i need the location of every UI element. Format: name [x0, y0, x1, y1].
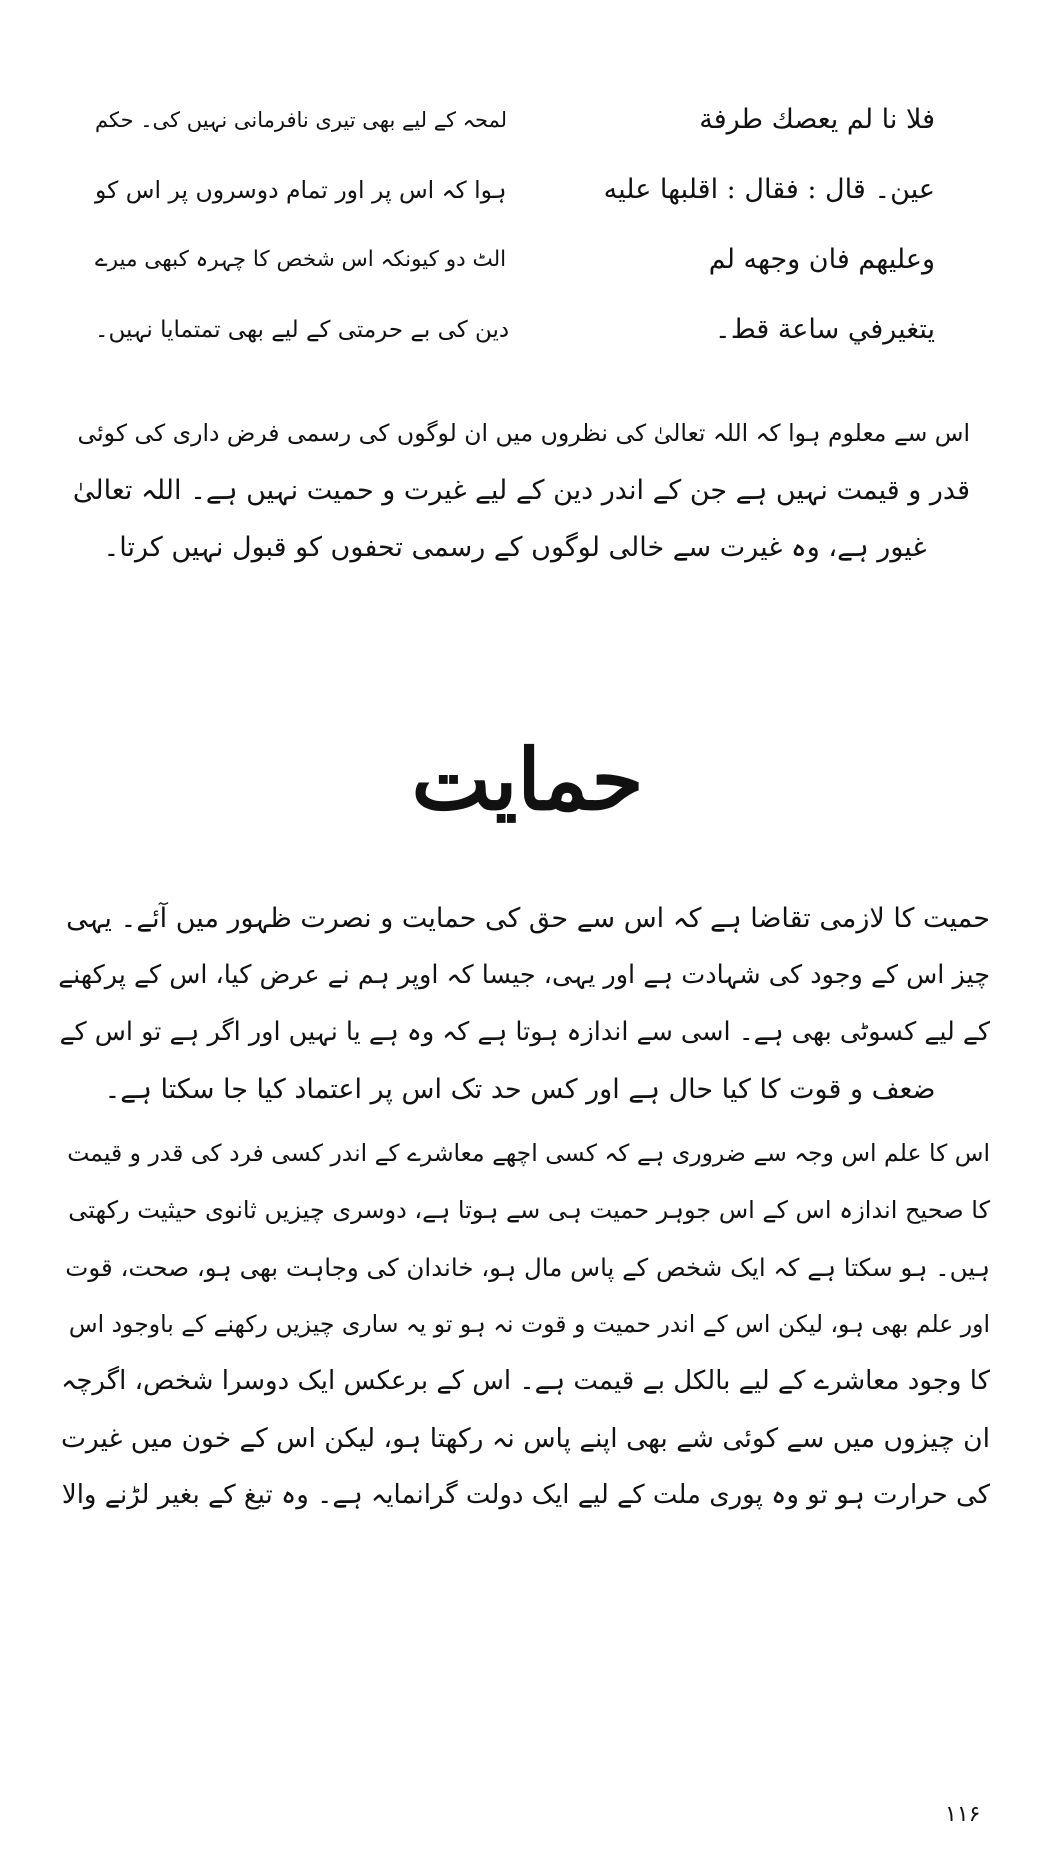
urdu-translation-line: دین کی بے حرمتی کے لیے بھی تمتمایا نہیں۔ [95, 317, 510, 343]
quote-row [95, 230, 935, 290]
paragraph-line: قدر و قیمت نہیں ہے جن کے اندر دین کے لیے غیرت و حمیت نہیں ہے۔ اللہ تعالیٰ [72, 475, 970, 506]
quote-row [95, 90, 935, 150]
urdu-translation-line: ہوا کہ اس پر اور تمام دوسروں پر اس کو [95, 176, 507, 204]
urdu-translation-line: لمحہ کے لیے بھی تیری نافرمانی نہیں کی۔ حکم [95, 108, 508, 132]
paragraph-1 [50, 890, 990, 1118]
arabic-quote-line: عين۔ قال : فقال : اقلبها عليه [603, 174, 935, 205]
section-heading: حمایت [411, 730, 644, 829]
paragraph-line: اس سے معلوم ہوا کہ اللہ تعالیٰ کی نظروں میں ان لوگوں کی رسمی فرض داری کی کوئی [77, 419, 970, 447]
paragraph-2 [50, 1125, 990, 1524]
paragraph-line: ان چیزوں میں سے کوئی شے بھی اپنے پاس نہ رکھتا ہو، لیکن اس کے خون میں غیرت [60, 1423, 990, 1454]
paragraph-line: کی حرارت ہو تو وہ پوری ملت کے لیے ایک دولت گرانمایہ ہے۔ وہ تیغ کے بغیر لڑنے والا [61, 1480, 990, 1510]
paragraph-line: غیور ہے، وہ غیرت سے خالی لوگوں کے رسمی تحفوں کو قبول نہیں کرتا۔ [103, 532, 927, 563]
paragraph-line: کا صحیح اندازہ اس کے اس جوہر حمیت ہی سے ہوتا ہے، دوسری چیزیں ثانوی حیثیت رکھتی [68, 1196, 990, 1224]
arabic-quote-line: يتغيرفي ساعة قط۔ [714, 314, 935, 345]
paragraph-line: اس کا علم اس وجہ سے ضروری ہے کہ کسی اچھے معاشرے کے اندر کسی فرد کی قدر و قیمت [67, 1139, 990, 1167]
quote-row [95, 160, 935, 220]
paragraph-line: ہیں۔ ہو سکتا ہے کہ ایک شخص کے پاس مال ہو، خاندان کی وجاہت بھی ہو، صحت، قوت [65, 1253, 990, 1282]
quote-block [95, 90, 935, 410]
paragraph-line: کے لیے کسوٹی بھی ہے۔ اسی سے اندازہ ہوتا ہے کہ وہ ہے یا نہیں اور اگر ہے تو اس کے [59, 1017, 990, 1047]
quote-row [95, 300, 935, 360]
urdu-translation-line: الٹ دو کیونکہ اس شخص کا چہرہ کبھی میرے [95, 247, 507, 272]
paragraph-line: اور علم بھی ہو، لیکن اس کے اندر حمیت و قوت نہ ہو تو یہ ساری چیزیں رکھنے کے باوجود اس [68, 1310, 990, 1338]
paragraph-line: ضعف و قوت کا کیا حال ہے اور کس حد تک اس پر اعتماد کیا جا سکتا ہے۔ [104, 1074, 936, 1105]
page-number: ۱۱۶ [945, 1802, 981, 1827]
arabic-quote-line: فلا نا لم يعصك طرفة [699, 104, 935, 135]
paragraph-line: حمیت کا لازمی تقاضا ہے کہ اس سے حق کی حمایت و نصرت ظہور میں آئے۔ یہی [66, 903, 990, 934]
arabic-quote-line: وعليهم فان وجهه لم [708, 244, 935, 275]
paragraph-line: کا وجود معاشرے کے لیے بالکل بے قیمت ہے۔ اس کے برعکس ایک دوسرا شخص، اگرچہ [61, 1366, 990, 1396]
intro-paragraph [60, 405, 970, 576]
paragraph-line: چیز اس کے وجود کی شہادت ہے اور یہی، جیسا کہ اوپر ہم نے عرض کیا، اس کے پرکھنے [58, 960, 990, 990]
